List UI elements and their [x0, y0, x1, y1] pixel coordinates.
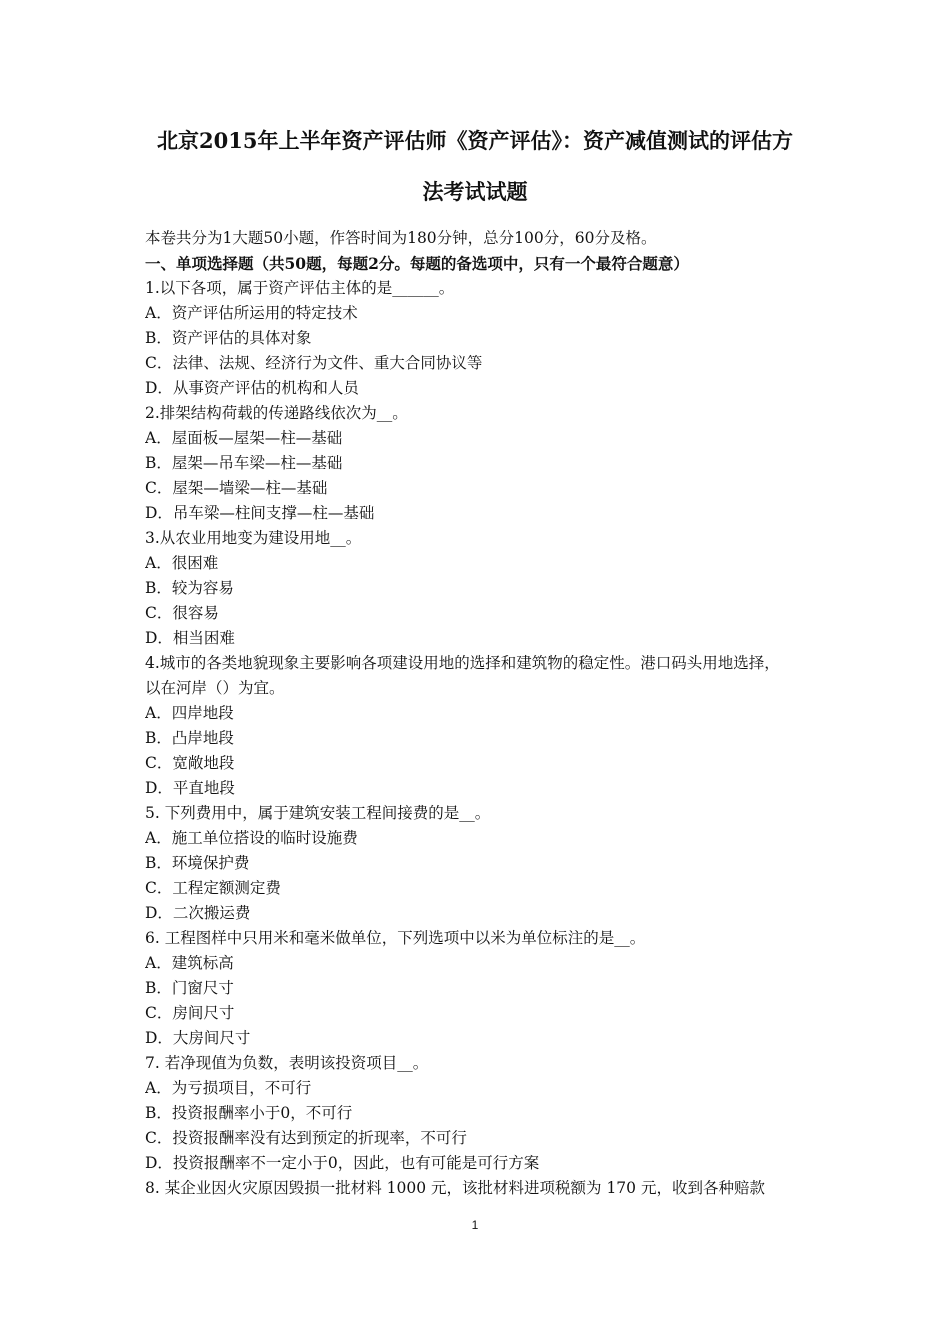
answer-option: D．相当困难 — [145, 629, 235, 647]
question-text: 7. 若净现值为负数，表明该投资项目__。 — [145, 1054, 429, 1072]
section-heading: 一、单项选择题（共50题，每题2分。每题的备选项中，只有一个最符合题意） — [145, 254, 689, 273]
question-text: 6. 工程图样中只用米和毫米做单位，下列选项中以米为单位标注的是__。 — [145, 929, 646, 947]
question-text: 8. 某企业因火灾原因毁损一批材料 1000 元，该批材料进项税额为 170 元，收到各种赔款 — [145, 1179, 765, 1197]
answer-option: A．建筑标高 — [145, 954, 234, 972]
answer-option: B．资产评估的具体对象 — [145, 329, 312, 347]
document-title-line-2: 法考试试题 — [422, 179, 528, 204]
answer-option: B．凸岸地段 — [145, 729, 234, 747]
answer-option: C．投资报酬率没有达到预定的折现率，不可行 — [145, 1129, 467, 1147]
document-title-line-1: 北京2015年上半年资产评估师《资产评估》：资产减值测试的评估方 — [157, 128, 793, 153]
answer-option: B．门窗尺寸 — [145, 979, 234, 997]
page-number: 1 — [471, 1218, 479, 1232]
exam-intro: 本卷共分为1大题50小题，作答时间为180分钟，总分100分，60分及格。 — [145, 229, 657, 247]
answer-option: A．为亏损项目，不可行 — [145, 1079, 312, 1097]
answer-option: C．很容易 — [145, 604, 219, 622]
answer-option: A．四岸地段 — [145, 704, 234, 722]
answer-option: D．二次搬运费 — [145, 904, 251, 922]
question-text: 3.从农业用地变为建设用地__。 — [145, 529, 362, 547]
answer-option: D．吊车梁—柱间支撑—柱—基础 — [145, 504, 375, 522]
question-text: 以在河岸（）为宜。 — [145, 679, 285, 697]
answer-option: D．从事资产评估的机构和人员 — [145, 379, 359, 397]
answer-option: D．大房间尺寸 — [145, 1029, 251, 1047]
answer-option: D．投资报酬率不一定小于0，因此，也有可能是可行方案 — [145, 1154, 540, 1172]
question-text: 2.排架结构荷载的传递路线依次为__。 — [145, 404, 408, 422]
question-text: 4.城市的各类地貌现象主要影响各项建设用地的选择和建筑物的稳定性。港口码头用地选择， — [145, 654, 780, 672]
question-text: 1.以下各项，属于资产评估主体的是______。 — [145, 279, 455, 297]
answer-option: B．环境保护费 — [145, 854, 250, 872]
answer-option: B．屋架—吊车梁—柱—基础 — [145, 454, 343, 472]
answer-option: C．宽敞地段 — [145, 754, 235, 772]
answer-option: D．平直地段 — [145, 779, 235, 797]
answer-option: B．较为容易 — [145, 579, 234, 597]
document-body — [145, 226, 825, 1201]
answer-option: A．很困难 — [145, 554, 219, 572]
answer-option: C．工程定额测定费 — [145, 879, 281, 897]
answer-option: C．屋架—墙梁—柱—基础 — [145, 479, 328, 497]
answer-option: A．资产评估所运用的特定技术 — [145, 304, 358, 322]
answer-option: A．屋面板—屋架—柱—基础 — [145, 429, 343, 447]
answer-option: B．投资报酬率小于0，不可行 — [145, 1104, 353, 1122]
answer-option: A．施工单位搭设的临时设施费 — [145, 829, 358, 847]
answer-option: C．法律、法规、经济行为文件、重大合同协议等 — [145, 354, 483, 372]
question-list — [145, 276, 825, 1201]
question-text: 5. 下列费用中，属于建筑安装工程间接费的是__。 — [145, 804, 491, 822]
answer-option: C．房间尺寸 — [145, 1004, 235, 1022]
